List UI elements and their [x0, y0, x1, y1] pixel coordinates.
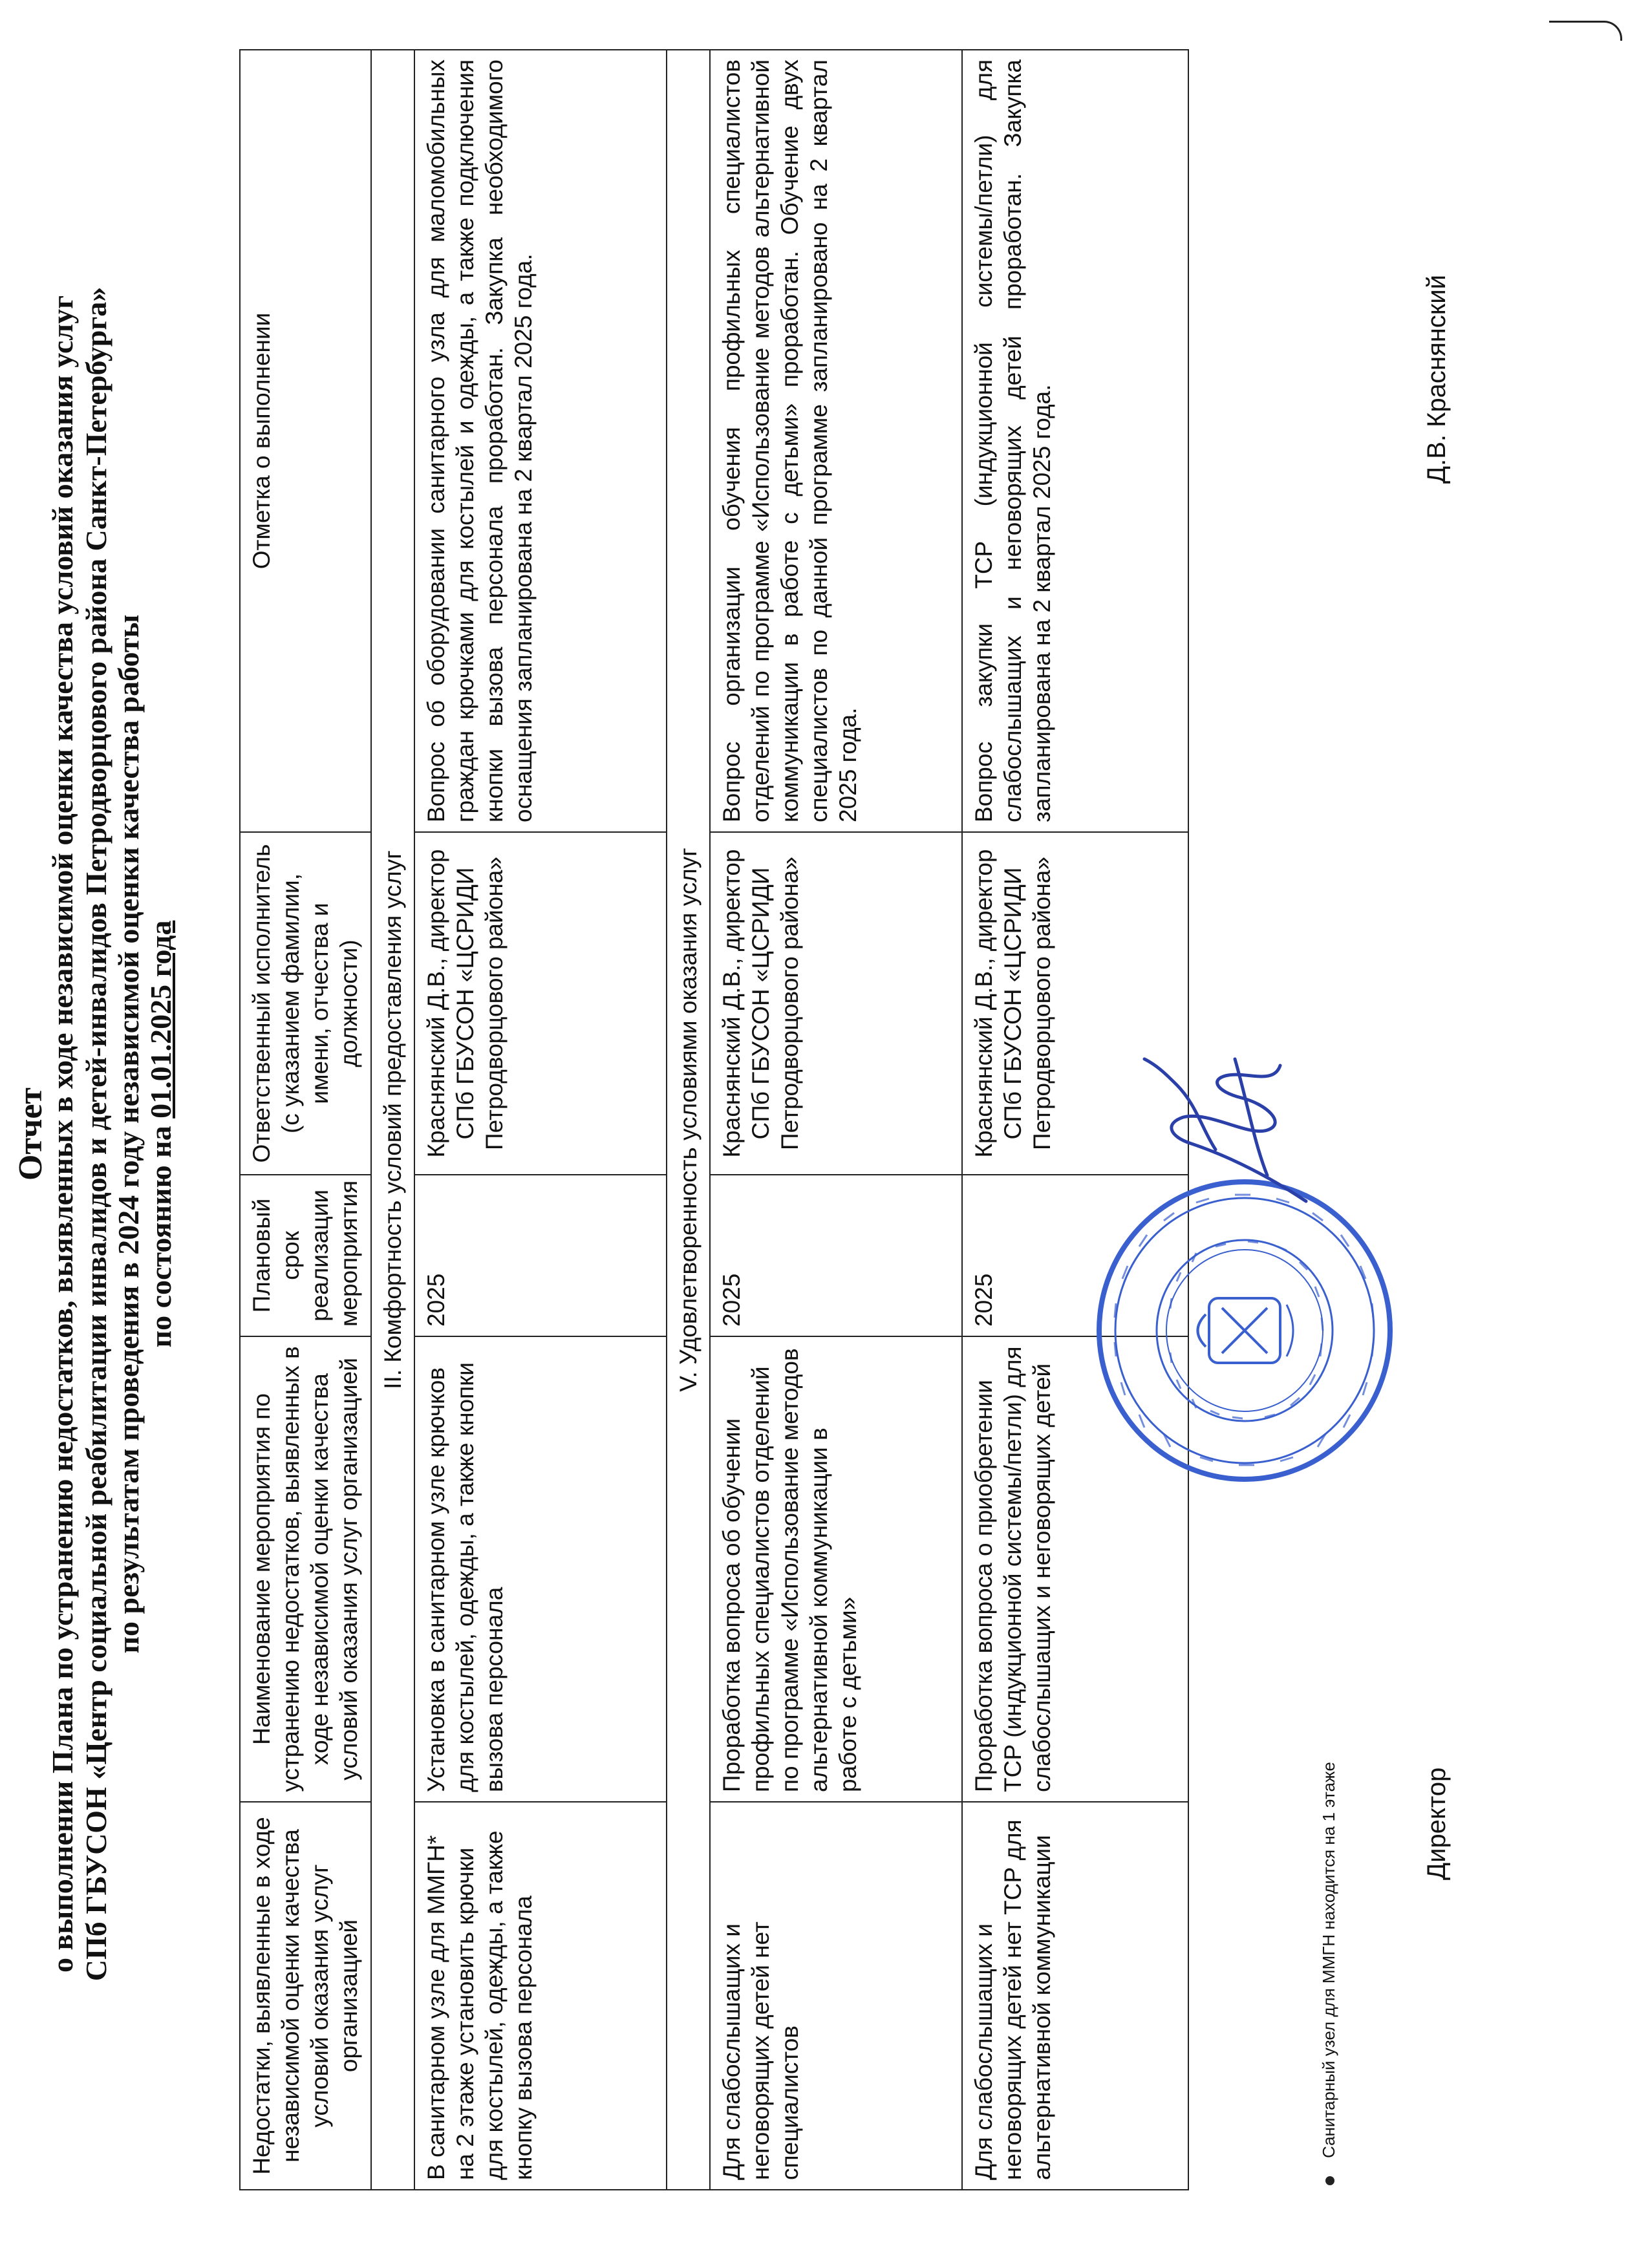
cell-responsible: Краснянский Д.В., директор СПб ГБУСОН «ЦСРИДИ Петродворцового района»: [414, 832, 667, 1175]
table-row: [414, 50, 667, 2190]
section-title: V. Удовлетворенность условиями оказания услуг: [667, 50, 710, 2190]
report-date: 01.01.2025 года: [144, 920, 177, 1118]
cell-deficiency: Для слабослышащих и неговорящих детей нет специалистов: [710, 1802, 962, 2190]
plan-table: [239, 49, 1189, 2190]
corner-mark-icon: [1549, 14, 1627, 40]
section-row: [667, 50, 710, 2190]
section-title: II. Комфортность условий предоставления услуг: [371, 50, 414, 2190]
signature-name: Д.В. Краснянский: [1422, 275, 1451, 484]
cell-status: Вопрос организации обучения профильных специалистов отделений по программе «Использование методов альтернативной коммуникации в работе с детьми» проработан. Обучение двух специалистов по данной программе запланировано на 2 квартал 2025 года.: [710, 50, 962, 832]
cell-measure: Проработка вопроса об обучении профильных специалистов отделений по программе «Использование методов альтернативной коммуникации в работе с детьми»: [710, 1336, 962, 1802]
cell-term: 2025: [962, 1175, 1188, 1336]
cell-measure: Проработка вопроса о приобретении ТСР (индукционной системы/петли) для слабослышащих и неговорящих детей: [962, 1336, 1188, 1802]
footnote-text: Санитарный узел для ММГН находится на 1 этаже: [1319, 1762, 1338, 2158]
footnote: [1319, 1762, 1339, 2185]
cell-responsible: Краснянский Д.В., директор СПб ГБУСОН «ЦСРИДИ Петродворцового района»: [962, 832, 1188, 1175]
cell-deficiency: Для слабослышащих и неговорящих детей нет ТСР для альтернативной коммуникации: [962, 1802, 1188, 2190]
col-header-deficiency: Недостатки, выявленные в ходе независимой оценки качества условий оказания услуг организацией: [240, 1802, 371, 2190]
section-row: [371, 50, 414, 2190]
cell-status: Вопрос закупки ТСР (индукционной системы/петли) для слабослышащих и неговорящих детей проработан. Закупка запланирована на 2 квартал 2025 года.: [962, 50, 1188, 832]
doc-subtitle-date: [144, 0, 178, 2268]
doc-title: Отчет: [12, 1087, 49, 1181]
col-header-responsible: Ответственный исполнитель (с указанием фамилии, имени, отчества и должности): [240, 832, 371, 1175]
cell-deficiency: В санитарном узле для ММГН* на 2 этаже установить крючки для костылей, одежды, а также кнопку вызова персонала: [414, 1802, 667, 2190]
cell-status: Вопрос об оборудовании санитарного узла для маломобильных граждан крючками для костылей и одежды, а также подключения кнопки вызова персонала проработан. Закупка необходимого оснащения запланирована на 2 квартал 2025 года.: [414, 50, 667, 832]
cell-measure: Установка в санитарном узле крючков для костылей, одежды, а также кнопки вызова персонала: [414, 1336, 667, 1802]
cell-responsible: Краснянский Д.В., директор СПб ГБУСОН «ЦСРИДИ Петродворцового района»: [710, 832, 962, 1175]
date-prefix: по состоянию на: [144, 1118, 177, 1348]
col-header-measure: Наименование мероприятия по устранению недостатков, выявленных в ходе независимой оценки качества условий оказания услуг организацией: [240, 1336, 371, 1802]
doc-subtitle-3: по результатам проведения в 2024 году независимой оценки качества работы: [112, 614, 145, 1654]
cell-term: 2025: [414, 1175, 667, 1336]
doc-subtitle-2: СПб ГБУСОН «Центр социальной реабилитации инвалидов и детей-инвалидов Петродворцового района Санкт-Петербурга»: [80, 286, 112, 1982]
stamp-seal-icon: [1093, 1175, 1397, 1486]
bullet-icon: [1325, 2176, 1334, 2185]
signature-position: Директор: [1422, 1767, 1451, 1880]
table-header-row: [240, 50, 371, 2190]
col-header-status: Отметка о выполнении: [240, 50, 371, 832]
table-row: [710, 50, 962, 2190]
doc-subtitle-1: о выполнении Плана по устранению недостатков, выявленных в ходе независимой оценки качества условий оказания услуг: [46, 295, 79, 1973]
cell-term: 2025: [710, 1175, 962, 1336]
col-header-term: Плановый срок реализации мероприятия: [240, 1175, 371, 1336]
handwritten-signature-icon: [1138, 1046, 1332, 1214]
